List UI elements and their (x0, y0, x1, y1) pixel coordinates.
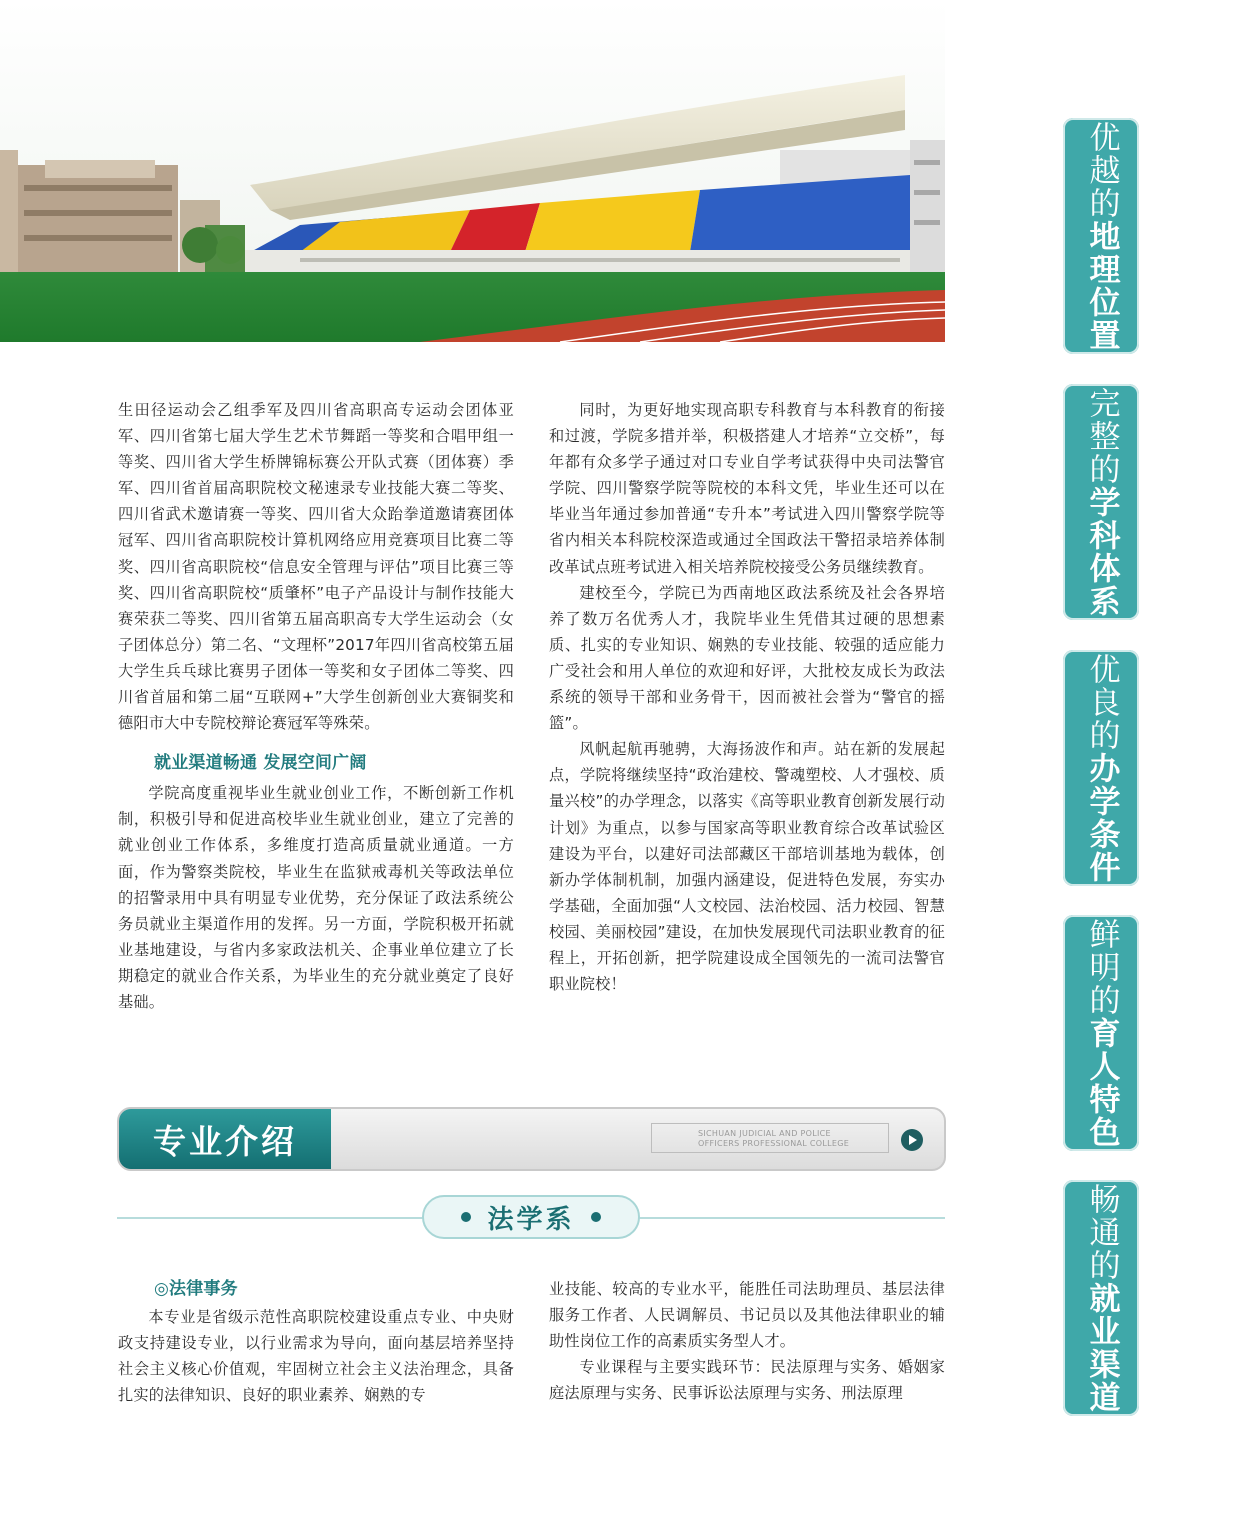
side-tab-employment[interactable] (1063, 1180, 1139, 1416)
banner-title: 专业介绍 (119, 1109, 331, 1169)
side-tab-disciplines[interactable] (1063, 384, 1139, 620)
left-column (118, 397, 514, 1015)
left-paragraph-2: 学院高度重视毕业生就业创业工作，不断创新工作机制，积极引导和促进高校毕业生就业创业，建立了完善的就业创业工作体系，多维度打造高质量就业通道。一方面，作为警察类院校，毕业生在监狱戒毒机关等政法单位的招警录用中具有明显专业优势，充分保证了政法系统公务员就业主渠道作用的发挥。另一方面，学院积极开拓就业基地建设，与省内多家政法机关、企事业单位建立了长期稳定的就业合作关系，为毕业生的充分就业奠定了良好基础。 (118, 784, 514, 1011)
banner-english-caption (651, 1123, 889, 1153)
right-paragraph-2: 建校至今，学院已为西南地区政法系统及社会各界培养了数万名优秀人才，我院毕业生凭借其过硬的思想素质、扎实的专业知识、娴熟的专业技能、较强的适应能力广受社会和用人单位的欢迎和好评，大批校友成长为政法系统的领导干部和业务骨干，因而被社会誉为“警官的摇篮”。 (549, 583, 945, 733)
side-tab-label-bold: 学科体系 (1083, 485, 1120, 618)
side-tab-location[interactable] (1063, 118, 1139, 354)
major-courses-text: 专业课程与主要实践环节：民法原理与实务、婚姻家庭法原理与实务、民事诉讼法原理与实务、刑法原理 (549, 1358, 945, 1403)
side-tab-label-bold: 地理位置 (1083, 219, 1120, 352)
side-tab-features[interactable] (1063, 915, 1139, 1151)
banner-english-line-1: SICHUAN JUDICIAL AND POLICE (698, 1129, 831, 1138)
major-right-column (549, 1276, 945, 1406)
side-tab-label-pre: 完整的 (1083, 386, 1120, 486)
section-heading: 就业渠道畅通 发展空间广阔 (154, 753, 367, 774)
bullet-dot-icon (461, 1212, 471, 1222)
department-name: 法学系 (487, 1204, 575, 1235)
right-column (549, 397, 945, 997)
stadium-photo (0, 0, 945, 342)
side-tab-label-pre: 畅通的 (1083, 1182, 1120, 1282)
left-paragraph-1: 生田径运动会乙组季军及四川省高职高专运动会团体亚军、四川省第七届大学生艺术节舞蹈一等奖和合唱甲组一等奖、四川省大学生桥牌锦标赛公开队式赛（团体赛）季军、四川省首届高职院校文秘速录专业技能大赛二等奖、四川省武术邀请赛一等奖、四川省大众跆拳道邀请赛团体冠军、四川省高职院校计算机网络应用竞赛项目比赛二等奖、四川省高职院校“信息安全管理与评估”项目比赛三等奖、四川省高职院校“质肇杯”电子产品设计与制作技能大赛荣获二等奖、四川省第五届高职高专大学生运动会（女子团体总分）第二名、“文理杯”2017年四川省高校第五届大学生兵乓球比赛男子团体一等奖和女子团体二等奖、四川省首届和第二届“互联网+”大学生创新创业大赛铜奖和德阳市大中专院校辩论赛冠军等殊荣。 (118, 401, 514, 733)
banner-english-line-2: OFFICERS PROFESSIONAL COLLEGE (698, 1139, 850, 1148)
side-tab-label-pre: 鲜明的 (1083, 917, 1120, 1017)
side-tab-label-bold: 办学条件 (1083, 751, 1120, 884)
side-tab-label-pre: 优良的 (1083, 652, 1120, 752)
play-icon[interactable] (901, 1129, 923, 1151)
right-paragraph-1: 同时，为更好地实现高职专科教育与本科教育的衔接和过渡，学院多措并举，积极搭建人才培养“立交桥”，每年都有众多学子通过对口专业自学考试获得中央司法警官学院、四川警察学院等院校的本科文凭，毕业生还可以在毕业当年通过参加普通“专升本”考试进入四川警察学院等省内相关本科院校深造或通过全国政法干警招录培养体制改革试点班考试进入相关培养院校接受公务员继续教育。 (549, 401, 945, 576)
bullet-dot-icon (591, 1212, 601, 1222)
side-tab-conditions[interactable] (1063, 650, 1139, 886)
major-continued-text: 业技能、较高的专业水平，能胜任司法助理员、基层法律服务工作者、人民调解员、书记员以及其他法律职业的辅助性岗位工作的高素质实务型人才。 (549, 1280, 945, 1351)
side-tab-label-pre: 优越的 (1083, 120, 1120, 220)
department-badge (422, 1195, 640, 1239)
major-left-column (118, 1276, 514, 1408)
right-paragraph-3: 风帆起航再驰骋，大海扬波作和声。站在新的发展起点，学院将继续坚持“政治建校、警魂塑校、人才强校、质量兴校”的办学理念，以落实《高等职业教育创新发展行动计划》为重点，以参与国家高等职业教育综合改革试验区建设为平台，以建好司法部藏区干部培训基地为载体，创新办学体制机制，加强内涵建设，促进特色发展，夯实办学基础，全面加强“人文校园、法治校园、活力校园、智慧校园、美丽校园”建设，在加快发展现代司法职业教育的征程上，开拓创新，把学院建设成全国领先的一流司法警官职业院校！ (549, 740, 945, 994)
major-heading: ◎法律事务 (154, 1279, 238, 1299)
major-intro-text: 本专业是省级示范性高职院校建设重点专业、中央财政支持建设专业，以行业需求为导向，面向基层培养坚持社会主义核心价值观，牢固树立社会主义法治理念，具备扎实的法律知识、良好的职业素养、娴熟的专 (118, 1308, 514, 1405)
majors-banner (117, 1107, 946, 1171)
side-tab-label-bold: 育人特色 (1083, 1016, 1120, 1149)
side-tab-label-bold: 就业渠道 (1083, 1281, 1120, 1414)
